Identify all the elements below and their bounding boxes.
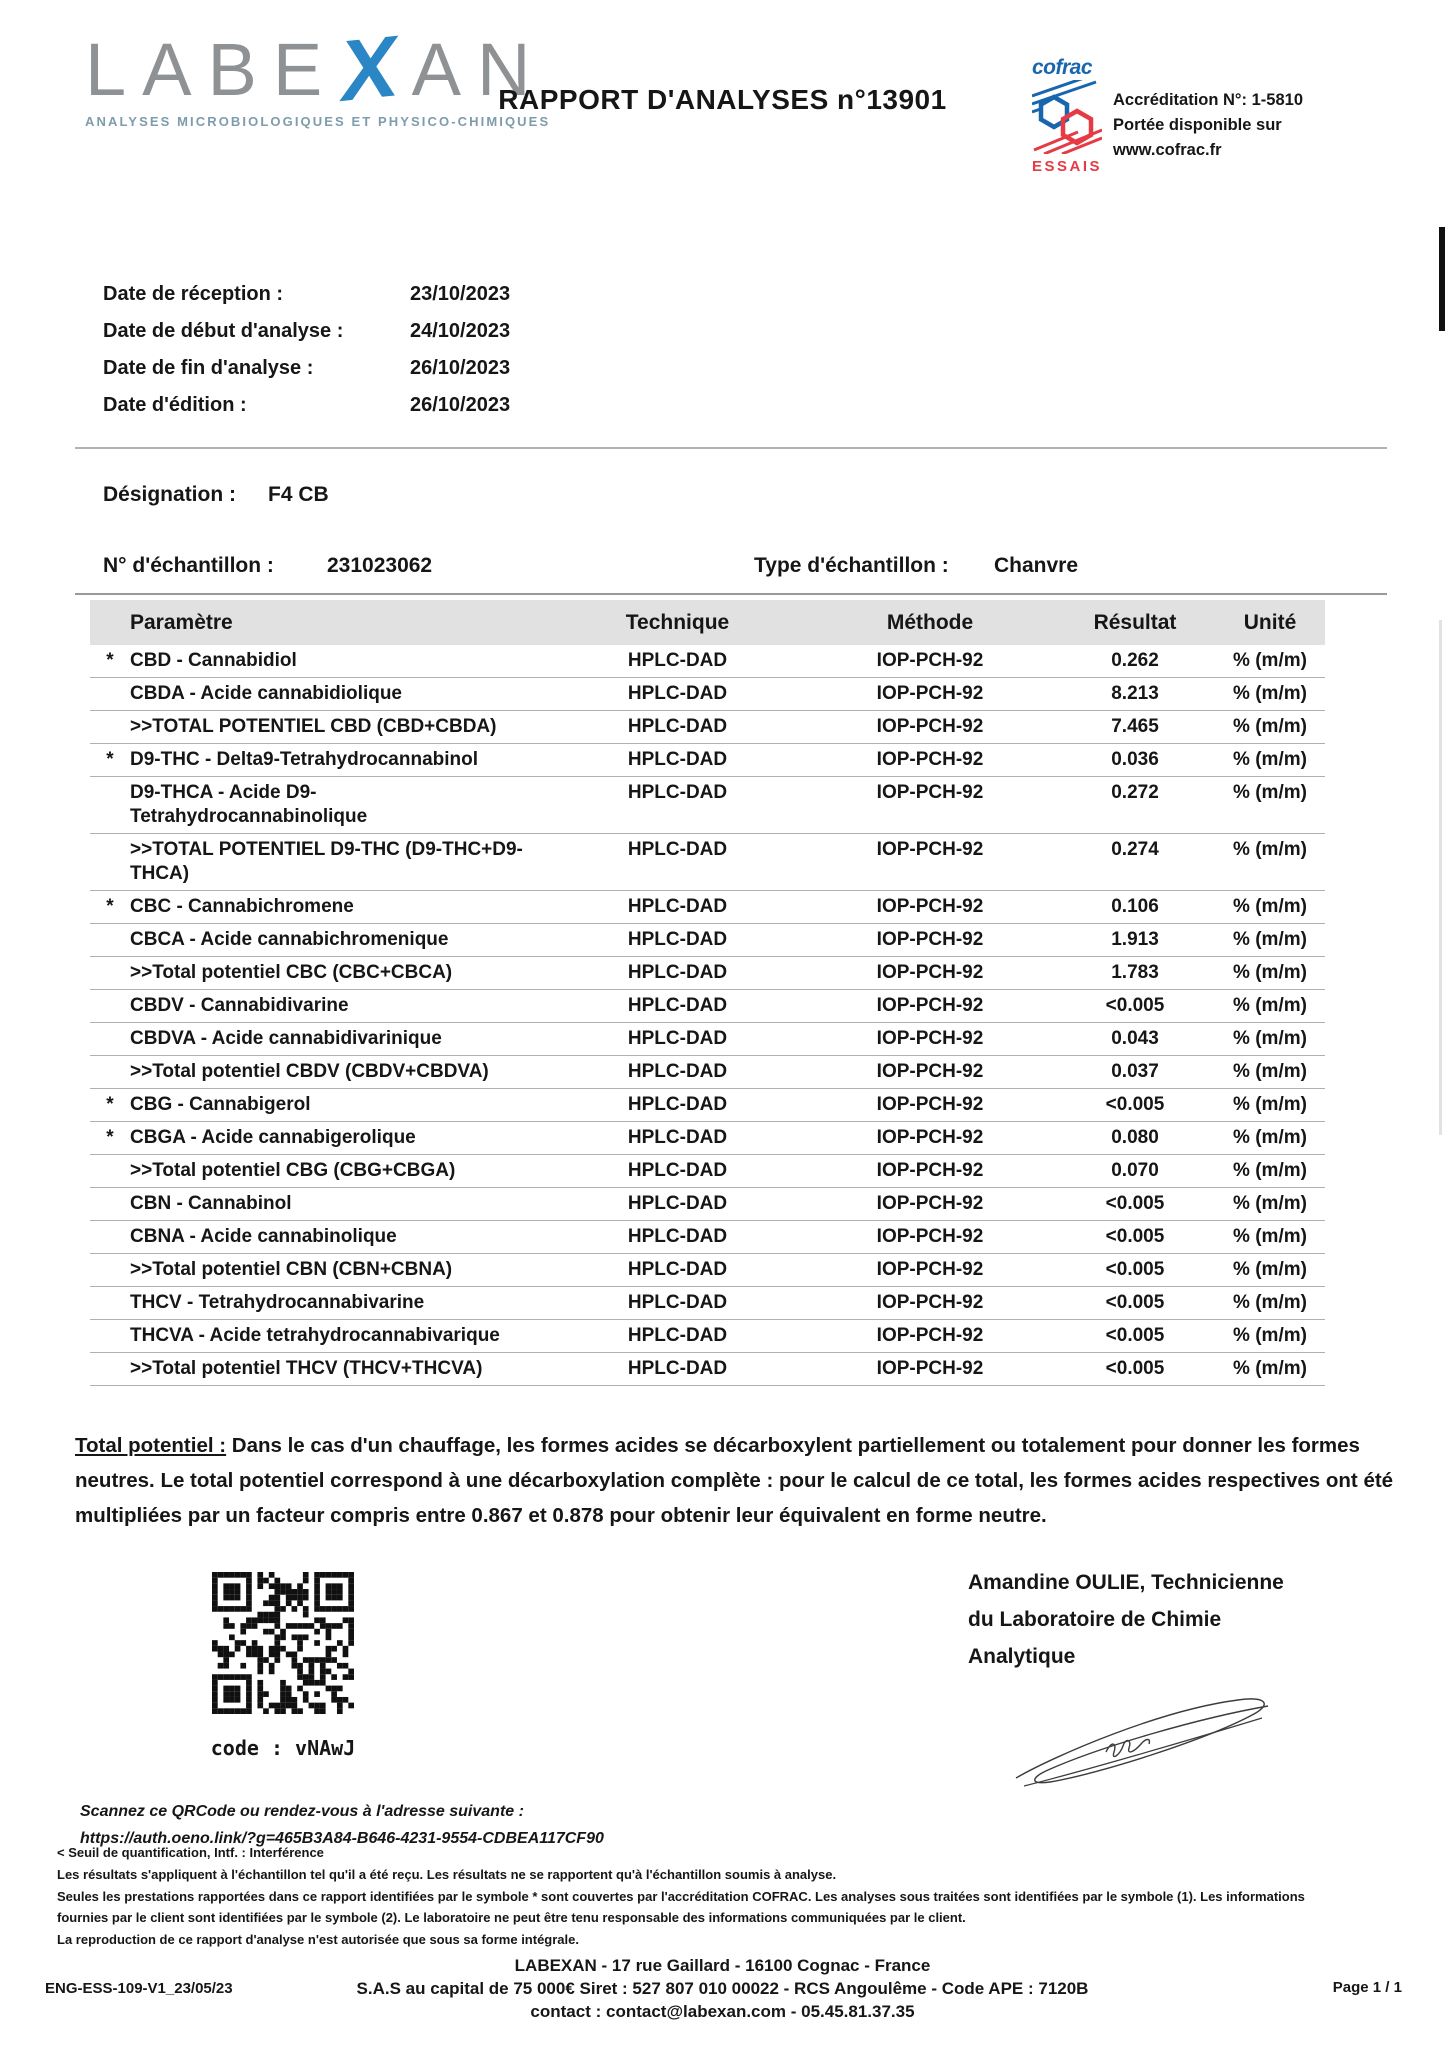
methode-cell: IOP-PCH-92 [876,1061,984,1082]
footnotes [57,1842,1305,1951]
sample-number-value: 231023062 [327,554,433,577]
footer-address: LABEXAN - 17 rue Gaillard - 16100 Cognac - France [514,1956,931,1975]
handwritten-signature [1010,1680,1280,1800]
table-row [90,1353,1325,1386]
table-body [90,645,1325,1386]
accreditation-star-marker: * [106,896,114,917]
footnote-line: fournies par le client sont identifiées par le symbole (2). Le laboratoire ne peut être tenu responsable des informations communiquées par le client. [57,1910,966,1926]
resultat-cell: 0.274 [1111,839,1159,860]
resultat-cell: <0.005 [1105,1226,1165,1247]
methode-cell: IOP-PCH-92 [876,1127,984,1148]
technique-cell: HPLC-DAD [627,1127,728,1148]
sample-row [103,554,1383,578]
methode-cell: IOP-PCH-92 [876,1193,984,1214]
methode-cell: IOP-PCH-92 [876,782,984,803]
methode-cell: IOP-PCH-92 [876,1259,984,1280]
methode-cell: IOP-PCH-92 [876,683,984,704]
unite-cell: % (m/m) [1233,1094,1307,1115]
table-row [90,777,1325,834]
parametre-cell: THCVA - Acide tetrahydrocannabivarique [130,1325,500,1346]
table-row [90,1056,1325,1089]
resultat-cell: 0.036 [1111,749,1159,770]
scan-artifact-dark [1439,227,1445,331]
signatory-name: Amandine OULIE, Technicienne [968,1571,1284,1594]
technique-cell: HPLC-DAD [627,650,728,671]
methode-cell: IOP-PCH-92 [876,1325,984,1346]
methode-cell: IOP-PCH-92 [876,1160,984,1181]
accreditation-star-marker: * [106,1127,114,1148]
sample-type-wrap [754,554,1078,578]
resultat-cell: 0.043 [1111,1028,1159,1049]
scan-url: https://auth.oeno.link/?g=465B3A84-B646-4231-9554-CDBEA117CF90 [80,1830,604,1847]
date-label: Date de réception : [103,283,284,305]
qr-caption: code : vNAwJ [210,1736,356,1760]
accreditation-star-marker: * [106,650,114,671]
table-row [90,1221,1325,1254]
accreditation-star-marker [90,1225,130,1249]
table-row [90,924,1325,957]
technique-cell: HPLC-DAD [627,1094,728,1115]
table-header [90,600,1325,645]
accreditation-star-marker [90,1324,130,1348]
accreditation-star-marker [90,781,130,829]
dates-block [103,283,510,431]
methode-cell: IOP-PCH-92 [876,896,984,917]
unite-cell: % (m/m) [1233,650,1307,671]
logo-x-brush: X [335,18,403,120]
table-row [90,711,1325,744]
divider-top [75,447,1387,449]
parametre-cell: >>Total potentiel CBDV (CBDV+CBDVA) [130,1061,489,1082]
unite-cell: % (m/m) [1233,1160,1307,1181]
table-row [90,957,1325,990]
footnote-line: < Seuil de quantification, Intf. : Interférence [57,1845,324,1860]
parametre-cell: THCV - Tetrahydrocannabivarine [130,1292,425,1313]
parametre-cell: CBC - Cannabichromene [130,896,354,917]
technique-cell: HPLC-DAD [627,683,728,704]
unite-cell: % (m/m) [1233,1127,1307,1148]
cofrac-emblem-icon [1032,80,1102,154]
methode-cell: IOP-PCH-92 [876,962,984,983]
resultat-cell: 7.465 [1111,716,1159,737]
unite-cell: % (m/m) [1233,1061,1307,1082]
parametre-cell: >>Total potentiel CBN (CBN+CBNA) [130,1259,453,1280]
technique-cell: HPLC-DAD [627,896,728,917]
table-row [90,744,1325,777]
date-value: 23/10/2023 [410,283,511,305]
technique-cell: HPLC-DAD [627,995,728,1016]
methode-cell: IOP-PCH-92 [876,929,984,950]
table-row [90,1188,1325,1221]
signatory-role-line3: Analytique [968,1645,1076,1668]
technique-cell: HPLC-DAD [627,1325,728,1346]
unite-cell: % (m/m) [1233,1292,1307,1313]
date-label: Date de début d'analyse : [103,320,344,342]
parametre-cell: >>TOTAL POTENTIEL CBD (CBD+CBDA) [130,716,497,737]
report-title: RAPPORT D'ANALYSES n°13901 [498,84,947,115]
resultat-cell: 0.262 [1111,650,1159,671]
signatory-role-line2: du Laboratoire de Chimie [968,1608,1222,1631]
unite-cell: % (m/m) [1233,1325,1307,1346]
technique-cell: HPLC-DAD [627,1193,728,1214]
table-row [90,1287,1325,1320]
technique-cell: HPLC-DAD [627,1160,728,1181]
parametre-cell: CBDVA - Acide cannabidivarinique [130,1028,442,1049]
qr-code-icon [212,1572,354,1714]
unite-cell: % (m/m) [1233,1259,1307,1280]
unite-cell: % (m/m) [1233,716,1307,737]
accreditation-star-marker: * [106,749,114,770]
accreditation-star-marker [90,1258,130,1282]
technique-cell: HPLC-DAD [627,1358,728,1379]
methode-cell: IOP-PCH-92 [876,1028,984,1049]
date-value: 24/10/2023 [410,320,511,342]
technique-cell: HPLC-DAD [627,782,728,803]
unite-cell: % (m/m) [1233,929,1307,950]
table-row [90,891,1325,924]
resultat-cell: <0.005 [1105,1094,1165,1115]
footnote-line: Les résultats s'appliquent à l'échantillon tel qu'il a été reçu. Les résultats ne se rapportent qu'à l'échantillon soumis à analyse. [57,1866,837,1882]
methode-cell: IOP-PCH-92 [876,716,984,737]
parametre-cell: CBN - Cannabinol [130,1193,292,1214]
accreditation-star-marker [90,1159,130,1183]
parametre-cell: CBG - Cannabigerol [130,1094,311,1115]
resultat-cell: 0.106 [1111,896,1159,917]
date-row-reception [103,283,510,320]
methode-cell: IOP-PCH-92 [876,839,984,860]
logo-letters-post: AN [411,28,547,111]
footnote-line: Seules les prestations rapportées dans ce rapport identifiées par le symbole * sont couvertes par l'accréditation COFRAC. Les analyses sous traitées sont identifiées par le symbole (1). Les informations [57,1888,1305,1904]
date-value: 26/10/2023 [410,394,511,416]
page-number: Page 1 / 1 [1332,1979,1402,1996]
results-table [90,600,1325,1386]
table-row [90,1155,1325,1188]
technique-cell: HPLC-DAD [627,1226,728,1247]
cofrac-essais-label: ESSAIS [1032,158,1103,175]
doc-reference: ENG-ESS-109-V1_23/05/23 [45,1980,233,1997]
table-row [90,1254,1325,1287]
accreditation-star-marker [90,715,130,739]
unite-cell: % (m/m) [1233,782,1307,803]
table-row [90,1023,1325,1056]
methode-cell: IOP-PCH-92 [876,1094,984,1115]
parametre-cell: >>Total potentiel CBC (CBC+CBCA) [130,962,453,983]
technique-cell: HPLC-DAD [627,1259,728,1280]
cofrac-wordmark: cofrac [1032,56,1093,79]
accreditation-number: Accréditation N°: 1-5810 [1113,91,1303,109]
table-row [90,990,1325,1023]
methode-cell: IOP-PCH-92 [876,1226,984,1247]
table-row [90,1122,1325,1155]
table-row [90,834,1325,891]
divider-table-top [75,593,1387,595]
technique-cell: HPLC-DAD [627,962,728,983]
methode-cell: IOP-PCH-92 [876,995,984,1016]
qr-code [212,1572,354,1719]
resultat-cell: 0.080 [1111,1127,1159,1148]
table-row [90,1089,1325,1122]
total-potentiel-note [75,1428,1397,1533]
scan-artifact-light [1439,620,1442,1135]
technique-cell: HPLC-DAD [627,1292,728,1313]
parametre-cell: CBCA - Acide cannabichromenique [130,929,449,950]
resultat-cell: <0.005 [1105,1259,1165,1280]
unite-cell: % (m/m) [1233,839,1307,860]
table-row [90,678,1325,711]
note-body: Dans le cas d'un chauffage, les formes acides se décarboxylent partiellement ou totalement pour donner les formes neutres. Le total potentiel correspond à une décarboxylation complète : pour le calcul de ce total, les formes acides respectives ont été multipliées par un facteur compris entre 0.867 et 0.878 pour obtenir leur équivalent en forme neutre. [75,1434,1394,1527]
logo-letters-pre: LABE [85,28,339,111]
resultat-cell: 0.037 [1111,1061,1159,1082]
accreditation-star-marker [90,961,130,985]
signatory-block [968,1564,1284,1675]
footer-company: S.A.S au capital de 75 000€ Siret : 527 807 010 00022 - RCS Angoulême - Code APE : 7120B [356,1979,1089,1998]
resultat-cell: 8.213 [1111,683,1159,704]
technique-cell: HPLC-DAD [627,716,728,737]
accreditation-star-marker: * [106,1094,114,1115]
methode-cell: IOP-PCH-92 [876,650,984,671]
technique-cell: HPLC-DAD [627,929,728,950]
accreditation-star-marker [90,1357,130,1381]
unite-cell: % (m/m) [1233,1028,1307,1049]
methode-cell: IOP-PCH-92 [876,749,984,770]
table-row [90,645,1325,678]
footer-contact: contact : contact@labexan.com - 05.45.81.37.35 [530,2002,915,2021]
resultat-cell: 1.783 [1111,962,1159,983]
technique-cell: HPLC-DAD [627,1061,728,1082]
designation-value: F4 CB [268,483,329,506]
logo-subtitle: ANALYSES MICROBIOLOGIQUES ET PHYSICO-CHIMIQUES [85,114,551,129]
cofrac-accreditation [1113,88,1303,163]
parametre-cell: CBDV - Cannabidivarine [130,995,349,1016]
resultat-cell: 0.272 [1111,782,1159,803]
date-row-fin [103,357,510,394]
col-parametre: Paramètre [130,610,233,634]
resultat-cell: <0.005 [1105,1358,1165,1379]
parametre-cell: CBD - Cannabidiol [130,650,297,671]
date-row-edition [103,394,510,431]
technique-cell: HPLC-DAD [627,1028,728,1049]
accreditation-scope: Portée disponible sur [1113,116,1282,134]
parametre-cell: >>Total potentiel THCV (THCV+THCVA) [130,1358,483,1379]
resultat-cell: <0.005 [1105,1292,1165,1313]
parametre-cell: CBGA - Acide cannabigerolique [130,1127,416,1148]
unite-cell: % (m/m) [1233,1226,1307,1247]
unite-cell: % (m/m) [1233,749,1307,770]
note-title: Total potentiel : [75,1434,227,1457]
signature-scribble-icon [1010,1680,1280,1795]
date-value: 26/10/2023 [410,357,511,379]
date-row-debut [103,320,510,357]
parametre-cell: CBDA - Acide cannabidiolique [130,683,403,704]
date-label: Date d'édition : [103,394,247,416]
parametre-cell: >>TOTAL POTENTIEL D9-THC (D9-THC+D9-THCA) [130,839,523,884]
accreditation-star-marker [90,1291,130,1315]
footnote-line: La reproduction de ce rapport d'analyse n'est autorisée que sous sa forme intégrale. [57,1932,579,1948]
scan-instruction-text: Scannez ce QRCode ou rendez-vous à l'adresse suivante : [80,1803,524,1820]
unite-cell: % (m/m) [1233,995,1307,1016]
technique-cell: HPLC-DAD [627,839,728,860]
parametre-cell: D9-THCA - Acide D9-Tetrahydrocannabinolique [130,782,368,827]
accreditation-star-marker [90,928,130,952]
unite-cell: % (m/m) [1233,683,1307,704]
unite-cell: % (m/m) [1233,962,1307,983]
accreditation-star-marker [90,1060,130,1084]
unite-cell: % (m/m) [1233,896,1307,917]
accreditation-star-marker [90,1027,130,1051]
resultat-cell: <0.005 [1105,995,1165,1016]
accreditation-star-marker [90,1192,130,1216]
accreditation-star-marker [90,838,130,886]
designation-row [103,483,329,507]
col-resultat: Résultat [1093,610,1177,634]
parametre-cell: D9-THC - Delta9-Tetrahydrocannabinol [130,749,479,770]
accreditation-site: www.cofrac.fr [1113,141,1222,159]
methode-cell: IOP-PCH-92 [876,1358,984,1379]
date-label: Date de fin d'analyse : [103,357,314,379]
cofrac-logo [1032,56,1104,175]
unite-cell: % (m/m) [1233,1358,1307,1379]
col-methode: Méthode [886,610,974,634]
technique-cell: HPLC-DAD [627,749,728,770]
col-unite: Unité [1243,610,1297,634]
col-technique: Technique [625,610,730,634]
resultat-cell: 1.913 [1111,929,1159,950]
sample-type-label: Type d'échantillon : [754,554,949,577]
methode-cell: IOP-PCH-92 [876,1292,984,1313]
parametre-cell: >>Total potentiel CBG (CBG+CBGA) [130,1160,456,1181]
designation-label: Désignation : [103,483,237,506]
resultat-cell: 0.070 [1111,1160,1159,1181]
sample-type-value: Chanvre [994,554,1079,577]
accreditation-star-marker [90,994,130,1018]
sample-number-label: N° d'échantillon : [103,554,274,577]
unite-cell: % (m/m) [1233,1193,1307,1214]
resultat-cell: <0.005 [1105,1193,1165,1214]
resultat-cell: <0.005 [1105,1325,1165,1346]
accreditation-star-marker [90,682,130,706]
table-row [90,1320,1325,1353]
parametre-cell: CBNA - Acide cannabinolique [130,1226,397,1247]
